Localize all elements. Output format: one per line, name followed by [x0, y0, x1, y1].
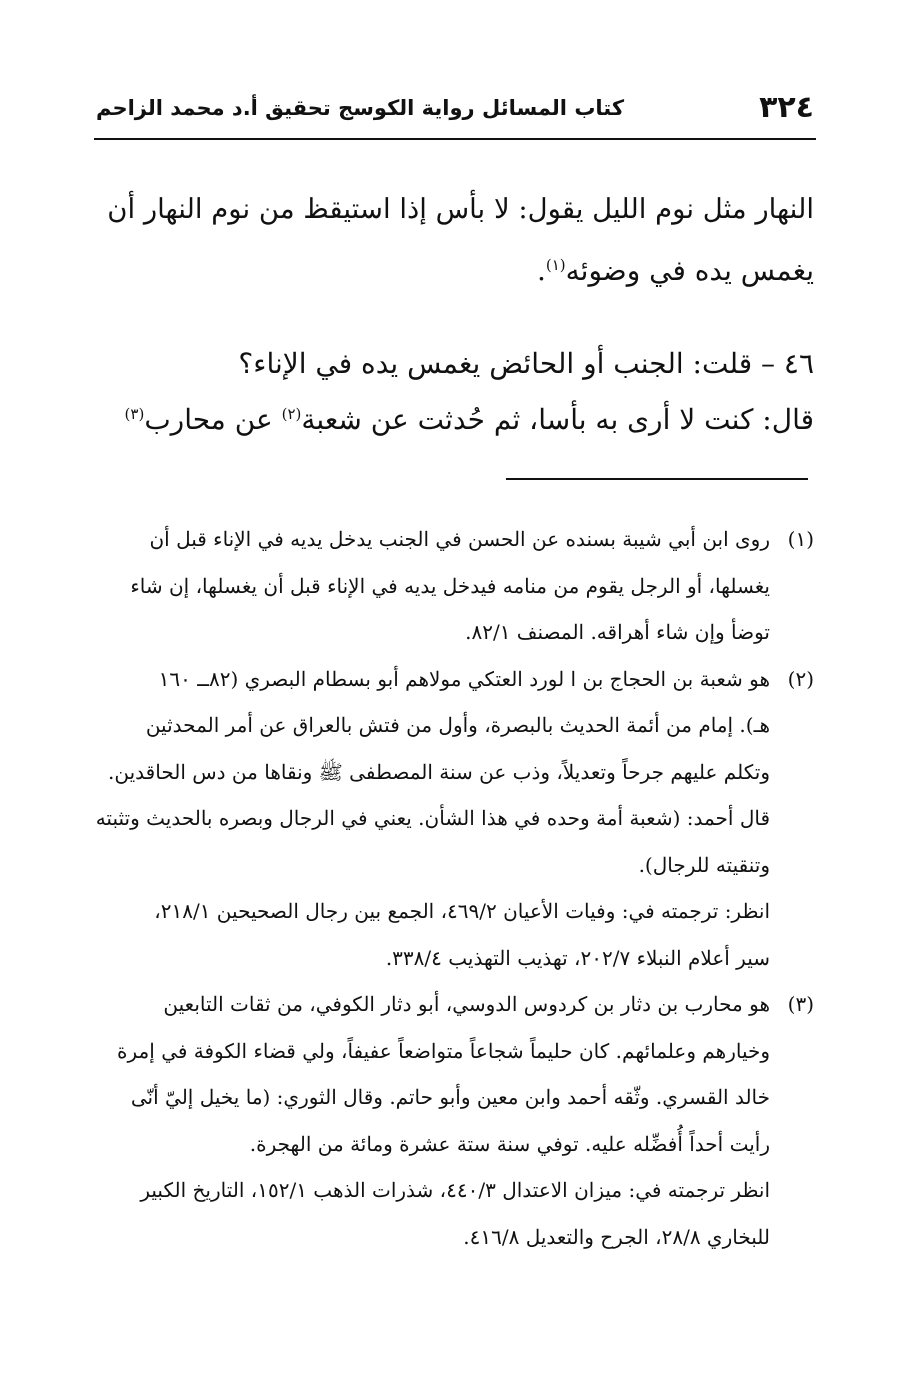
text-span: . — [536, 254, 546, 287]
footnote-line: يغسلها، أو الرجل يقوم من منامه فيدخل يديه في الإناء قبل أن يغسلها، إن شاء — [130, 573, 770, 598]
footnote-line — [96, 516, 814, 563]
text-line — [96, 240, 814, 302]
footnote-text: هو محارب بن دثار بن كردوس الدوسي، أبو دثار الكوفي، من ثقات التابعين — [163, 992, 770, 1016]
footnote-line: سير أعلام النبلاء ٢٠٢/٧، تهذيب التهذيب ٣٣٨/٤. — [385, 945, 770, 970]
footnote-line: وتكلم عليهم جرحاً وتعديلاً، وذب عن سنة المصطفى ﷺ ونقاها من دس الحاقدين. — [108, 759, 770, 784]
footnote-text: روى ابن أبي شيبة بسنده عن الحسن في الجنب يدخل يديه في الإناء قبل أن — [149, 527, 770, 551]
text-span: قال: كنت لا أرى به بأسا، ثم حُدثت عن شعبة — [301, 403, 814, 436]
footnote-2 — [96, 656, 814, 982]
footnote-number: (١) — [787, 527, 814, 551]
footnote-line: هـ). إمام من أئمة الحديث بالبصرة، وأول من فتش بالعراق عن أمر المحدثين — [145, 713, 770, 737]
footnote-line: وتنقيته للرجال). — [638, 852, 770, 877]
main-text-paragraph — [96, 178, 814, 302]
footnote-line: قال أحمد: (شعبة أمة وحده في هذا الشأن. يعني في الرجال وبصره بالحديث وتثبته — [95, 806, 770, 830]
running-title: كتاب المسائل رواية الكوسج تحقيق أ.د محمد الزاحم — [96, 96, 625, 120]
footnote-line — [96, 981, 814, 1028]
page-number: ٣٢٤ — [759, 90, 814, 125]
answer-line — [96, 392, 814, 448]
footnote-ref-1: (١) — [545, 256, 566, 274]
text-span: يغمس يده في وضوئه — [565, 254, 814, 287]
footnote-ref-2: (٢) — [281, 405, 302, 423]
question-line: ٤٦ – قلت: الجنب أو الحائض يغمس يده في الإناء؟ — [238, 347, 814, 380]
footnote-line: انظر ترجمته في: ميزان الاعتدال ٤٤٠/٣، شذرات الذهب ١٥٢/١، التاريخ الكبير — [140, 1178, 770, 1202]
footnote-number: (٣) — [787, 992, 814, 1016]
footnote-text: هو شعبة بن الحجاج بن ا لورد العتكي مولاهم أبو بسطام البصري (٨٢ــ ١٦٠ — [158, 666, 770, 691]
footnote-line: رأيت أحداً أُفضِّله عليه. توفي سنة ستة عشرة ومائة من الهجرة. — [249, 1131, 770, 1156]
footnote-number: (٢) — [787, 666, 814, 691]
footnote-line: خالد القسري. وثّقه أحمد وابن معين وأبو حاتم. وقال الثوري: (ما يخيل إليّ أنّى — [130, 1085, 770, 1109]
header-rule — [94, 138, 816, 140]
footnote-ref-3: (٣) — [124, 405, 145, 423]
footnote-line: وخيارهم وعلمائهم. كان حليماً شجاعاً متواضعاً عفيفاً، ولي قضاء الكوفة في إمرة — [117, 1038, 770, 1063]
footnote-line: انظر: ترجمته في: وفيات الأعيان ٤٦٩/٢، الجمع بين رجال الصحيحين ٢١٨/١، — [154, 899, 770, 923]
text-span: عن محارب — [144, 403, 282, 436]
footnote-line: توضأ وإن شاء أهراقه. المصنف ٨٢/١. — [465, 620, 770, 644]
footnote-separator — [506, 478, 808, 480]
page-header — [96, 88, 814, 132]
question-46 — [96, 336, 814, 448]
footnote-line: للبخاري ٢٨/٨، الجرح والتعديل ٤١٦/٨. — [463, 1224, 770, 1249]
text-line: النهار مثل نوم الليل يقول: لا بأس إذا استيقظ من نوم النهار أن — [107, 193, 814, 225]
footnote-3 — [96, 981, 814, 1260]
footnote-1 — [96, 516, 814, 656]
footnote-line — [96, 656, 814, 703]
footnotes — [96, 516, 814, 1260]
